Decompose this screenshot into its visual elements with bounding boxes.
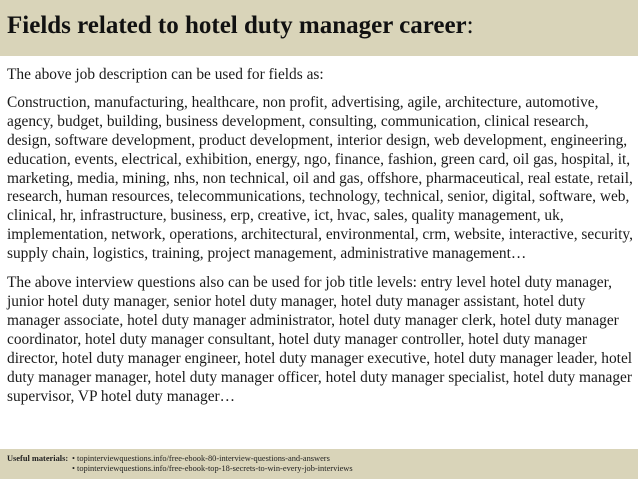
- footer-row-1: [7, 454, 353, 464]
- useful-materials-label: Useful materials:: [7, 454, 69, 463]
- job-titles-paragraph: The above interview questions also can be used for job title levels: entry level hotel duty manager, junior hotel duty manager, senior hotel duty manager, hotel duty manager assistant, hotel duty manager associate, hotel duty manager administrator, hotel duty manager clerk, hotel duty manager coordinator, hotel duty manager consultant, hotel duty manager controller, hotel duty manager director, hotel duty manager engineer, hotel duty manager executive, hotel duty manager leader, hotel duty manager manager, hotel duty manager officer, hotel duty manager specialist, hotel duty manager supervisor, VP hotel duty manager…: [7, 274, 633, 405]
- title-bar: [0, 0, 638, 56]
- content-area: [7, 60, 635, 406]
- intro-text: The above job description can be used for fields as:: [7, 66, 324, 83]
- footer-row-2: [7, 464, 353, 474]
- page-title: [7, 10, 474, 42]
- page-title-colon: :: [466, 12, 474, 39]
- footer-link-ebook-18-secrets[interactable]: • topinterviewquestions.info/free-ebook-top-18-secrets-to-win-every-job-interviews: [72, 464, 353, 474]
- page-title-text: Fields related to hotel duty manager career: [7, 12, 467, 39]
- footer-link-ebook-80-questions[interactable]: • topinterviewquestions.info/free-ebook-80-interview-questions-and-answers: [72, 454, 330, 463]
- useful-materials: [7, 454, 353, 474]
- fields-paragraph: Construction, manufacturing, healthcare, non profit, advertising, agile, architecture, automotive, agency, budget, building, business development, consulting, communication, clinical research, design, software development, product development, interior design, web development, engineering, education, events, electrical, exhibition, energy, ngo, finance, fashion, green card, oil gas, hospital, it, marketing, media, mining, nhs, non technical, oil and gas, offshore, pharmaceutical, real estate, retail, research, human resources, telecommunications, technology, technical, senior, digital, software, web, clinical, hr, infrastructure, business, erp, creative, ict, hvac, sales, quality management, uk, implementation, network, operations, architectural, environmental, crm, website, interactive, security, supply chain, logistics, training, project management, administrative management…: [7, 93, 633, 263]
- footer-bar: [0, 449, 638, 479]
